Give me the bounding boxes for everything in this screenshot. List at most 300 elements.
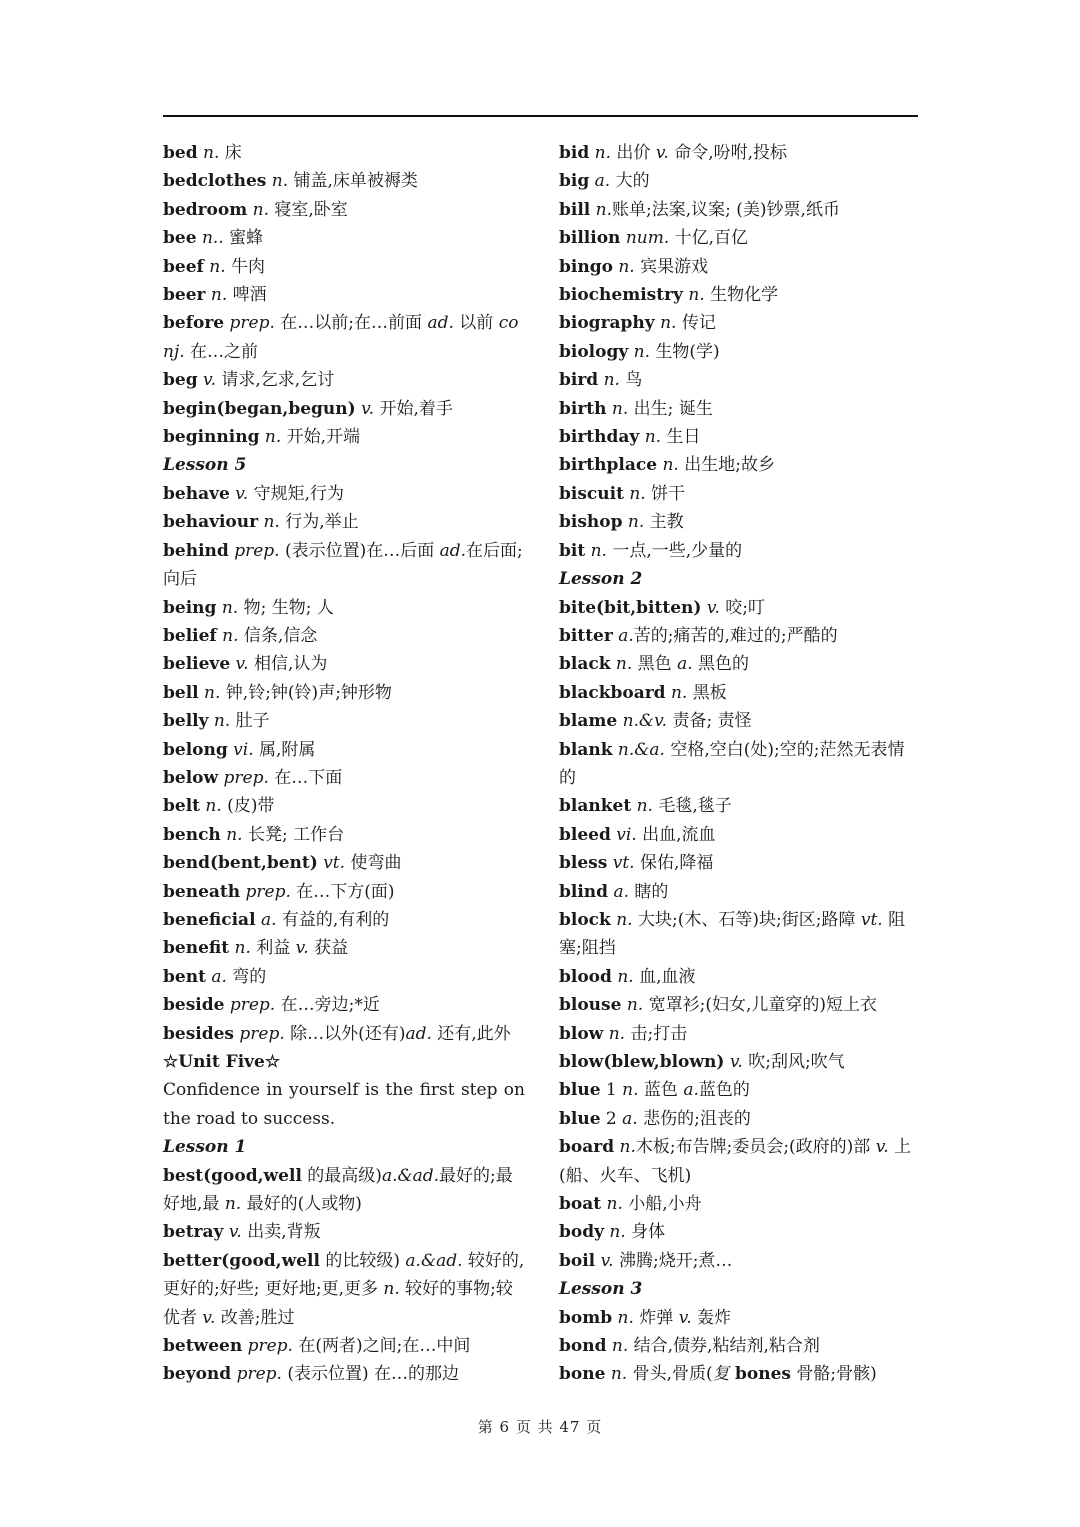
definition-text: 苦的;痛苦的,难过的;严酷的 — [633, 625, 838, 646]
part-of-speech: n. — [611, 398, 629, 419]
definition-text: 出生; 诞生 — [628, 398, 713, 419]
headword: beef — [163, 256, 204, 277]
vocab-entry — [163, 594, 525, 622]
vocab-entry — [559, 594, 921, 622]
definition-text: 轰炸 — [691, 1307, 732, 1328]
definition-text: 生日 — [661, 427, 701, 448]
headword: behave — [163, 483, 230, 504]
vocab-entry — [163, 395, 525, 423]
part-of-speech: n. — [595, 199, 613, 220]
definition-text: 血,血液 — [633, 966, 696, 987]
part-of-speech: n. — [203, 143, 220, 163]
part-of-speech: n. — [209, 256, 226, 277]
headword: biochemistry — [559, 285, 683, 306]
vocab-entry — [559, 622, 921, 650]
headword: bit — [559, 540, 586, 561]
part-of-speech: conj. — [163, 313, 519, 362]
headword: billion — [559, 228, 621, 249]
part-of-speech: prep. — [234, 540, 280, 561]
part-of-speech: n.&v. — [622, 711, 668, 732]
definition-text: 出生地;故乡 — [678, 455, 775, 476]
part-of-speech: num. — [625, 228, 670, 249]
definition-text: (皮)带 — [221, 796, 275, 817]
definition-text: 空格,空白(处);空的;茫然无表情的 — [559, 739, 905, 788]
definition-text: 属,附属 — [253, 739, 316, 760]
vocab-entry — [559, 167, 921, 195]
part-of-speech: ad. — [439, 540, 467, 561]
headword: birthplace — [559, 455, 658, 476]
definition-text: 改善;胜过 — [215, 1307, 295, 1328]
part-of-speech: a. — [211, 966, 227, 987]
unit-motto: Confidence in yourself is the first step on the road to success. — [163, 1080, 525, 1129]
vocab-entry — [163, 707, 525, 735]
part-of-speech: n. — [606, 1194, 623, 1215]
part-of-speech: v. — [235, 483, 249, 504]
definition-text: 瞎的 — [629, 881, 669, 902]
headword: biology — [559, 341, 629, 362]
definition-text: (表示位置)在…后面 — [279, 540, 440, 561]
headword: bedroom — [163, 199, 248, 220]
headword: besides — [163, 1023, 235, 1044]
part-of-speech: n. — [226, 824, 243, 845]
definition-text: 的比较级) — [319, 1250, 406, 1271]
definition-text: 的最高级) — [301, 1165, 382, 1186]
headword: bite(bit,bitten) — [559, 597, 702, 618]
definition-text: 饼干 — [645, 483, 686, 504]
headword: beneficial — [163, 909, 256, 930]
definition-text: 床 — [219, 143, 242, 163]
definition-text: 黑色 — [632, 654, 678, 675]
vocab-entry — [163, 508, 525, 536]
part-of-speech: v. — [361, 398, 375, 419]
headword: belt — [163, 796, 201, 817]
definition-text: 在后面;向后 — [163, 540, 523, 590]
part-of-speech: ad. — [427, 313, 454, 334]
header-rule — [163, 115, 918, 117]
part-of-speech: vt. — [612, 853, 635, 874]
vocab-entry — [163, 537, 525, 594]
headword: between — [163, 1336, 243, 1357]
definition-text: 责备; 责怪 — [667, 711, 752, 732]
part-of-speech: a. — [260, 909, 277, 930]
definition-text: 阻塞;阻挡 — [559, 909, 906, 959]
right-column — [559, 139, 921, 1389]
vocab-entry — [559, 707, 921, 735]
headword: belly — [163, 711, 209, 732]
part-of-speech: n. — [688, 285, 705, 306]
definition-text: 生物(学) — [650, 341, 720, 362]
vocab-entry — [163, 1332, 525, 1360]
headword: block — [559, 909, 611, 930]
vocab-entry — [559, 1020, 921, 1048]
vocab-entry — [163, 679, 525, 707]
vocab-entry — [163, 1020, 525, 1048]
headword: bone — [559, 1364, 606, 1385]
definition-text: 还有,此外 — [431, 1023, 511, 1044]
part-of-speech: n. — [670, 682, 688, 703]
vocab-entry — [163, 1360, 525, 1388]
definition-text: 获益 — [308, 938, 349, 959]
vocab-entry — [559, 1133, 921, 1190]
definition-text: 鸟 — [619, 370, 643, 391]
page-footer: 第 6 页 共 47 页 — [477, 1418, 603, 1436]
headword: bent — [163, 966, 206, 987]
part-of-speech: v. — [600, 1250, 614, 1271]
vocab-entry — [559, 338, 921, 366]
part-of-speech: n. — [234, 938, 251, 959]
definition-text: 保佑,降福 — [634, 853, 714, 874]
vocab-entry — [559, 1247, 921, 1275]
headword: bones — [735, 1364, 792, 1385]
part-of-speech: n. — [662, 455, 679, 476]
definition-text: 咬;叮 — [719, 597, 765, 618]
vocab-entry — [163, 196, 525, 224]
definition-text: 宾果游戏 — [634, 256, 709, 277]
headword: better(good,well — [163, 1250, 320, 1271]
definition-text: 在…之前 — [184, 341, 259, 362]
headword: blue — [559, 1108, 601, 1129]
definition-text: 吹;刮风;吹气 — [742, 1052, 845, 1072]
headword: bleed — [559, 824, 611, 845]
part-of-speech: n. — [629, 483, 646, 504]
part-of-speech: v. — [655, 143, 669, 163]
definition-text: 骨骼;骨骸) — [791, 1364, 877, 1385]
definition-text: 出血,流血 — [636, 824, 716, 845]
vocab-entry — [163, 963, 525, 991]
definition-text: 账单;法案,议案; (美)钞票,纸币 — [612, 199, 840, 220]
vocab-entry — [559, 253, 921, 281]
vocab-entry — [163, 878, 525, 906]
part-of-speech: v. — [203, 370, 216, 391]
part-of-speech: a. — [683, 1080, 699, 1101]
definition-text: 开始,开端 — [281, 427, 361, 448]
definition-text: 在(两者)之间;在…中间 — [292, 1336, 471, 1357]
definition-text: 结合,债券,粘结剂,粘合剂 — [628, 1336, 820, 1357]
vocab-entry — [163, 650, 525, 678]
part-of-speech: n. — [617, 1307, 634, 1328]
definition-text: 击;打击 — [625, 1023, 688, 1044]
headword: bed — [163, 143, 198, 163]
headword: biography — [559, 313, 655, 334]
headword: beer — [163, 285, 206, 306]
definition-text: 炸弹 — [633, 1307, 679, 1328]
headword: bell — [163, 682, 199, 703]
headword: boat — [559, 1194, 602, 1215]
headword: beyond — [163, 1364, 232, 1385]
definition-text: 一点,一些,少量的 — [606, 540, 743, 561]
definition-text: 弯的 — [226, 966, 267, 987]
lesson-heading: Lesson 5 — [163, 455, 247, 476]
headword: black — [559, 654, 611, 675]
vocab-entry — [559, 451, 921, 479]
vocab-entry — [559, 679, 921, 707]
vocab-entry — [559, 1076, 921, 1104]
definition-text: 相信,认为 — [248, 654, 328, 675]
headword: believe — [163, 654, 231, 675]
part-of-speech: vi. — [616, 824, 637, 845]
part-of-speech: n. — [594, 143, 611, 163]
headword: blow(blew,blown) — [559, 1052, 725, 1072]
definition-text: 使弯曲 — [345, 853, 402, 874]
part-of-speech: n. — [626, 995, 644, 1016]
part-of-speech: n. — [590, 540, 607, 561]
definition-text: 2 — [600, 1108, 623, 1129]
part-of-speech: n. — [644, 427, 662, 448]
vocab-entry — [559, 395, 921, 423]
vocab-entry — [163, 423, 525, 451]
definition-text: 行为,举止 — [279, 512, 359, 533]
part-of-speech: n.. — [201, 228, 224, 249]
part-of-speech: vt. — [323, 853, 346, 874]
part-of-speech: prep. — [239, 1023, 285, 1044]
definition-text: (表示位置) 在…的那边 — [281, 1364, 460, 1385]
part-of-speech: n. — [615, 654, 633, 675]
part-of-speech: n. — [633, 341, 651, 362]
vocab-entry — [559, 1332, 921, 1360]
headword: birth — [559, 398, 607, 419]
headword: bench — [163, 824, 221, 845]
part-of-speech: n. — [271, 171, 289, 192]
vocab-entry — [163, 167, 525, 195]
part-of-speech: n. — [221, 597, 239, 618]
vocab-entry — [559, 821, 921, 849]
definition-text: 小船,小舟 — [622, 1194, 702, 1215]
definition-text: 较好的事物;较优者 — [163, 1279, 513, 1328]
part-of-speech: n. — [636, 796, 653, 817]
definition-text: 蓝色的 — [698, 1080, 750, 1101]
part-of-speech: prep. — [245, 881, 291, 902]
part-of-speech: prep. — [229, 995, 276, 1016]
part-of-speech: n. — [618, 256, 635, 277]
vocab-entry — [559, 792, 921, 820]
headword: beside — [163, 995, 225, 1016]
part-of-speech: n. — [252, 199, 269, 220]
vocab-entry — [559, 224, 921, 252]
headword: blue — [559, 1080, 601, 1101]
definition-text: 出卖,背叛 — [241, 1222, 321, 1243]
definition-text: 在…下面 — [268, 767, 343, 788]
vocab-entry — [163, 906, 525, 934]
definition-text: 铺盖,床单被褥类 — [288, 171, 418, 192]
definition-text: 生物化学 — [704, 285, 779, 306]
vocab-entry — [163, 849, 525, 877]
vocab-entry — [163, 821, 525, 849]
definition-text: 请求,乞求,乞讨 — [216, 370, 335, 391]
definition-text: 利益 — [250, 938, 296, 959]
part-of-speech: n. — [205, 796, 222, 817]
headword: bird — [559, 370, 599, 391]
part-of-speech: a. — [677, 654, 693, 675]
headword: board — [559, 1137, 615, 1158]
vocab-entry — [559, 423, 921, 451]
definition-text: 黑板 — [687, 682, 727, 703]
vocab-entry — [559, 1304, 921, 1332]
part-of-speech: v. — [678, 1307, 692, 1328]
definition-text: 大的 — [610, 171, 650, 192]
headword: bishop — [559, 512, 623, 533]
part-of-speech: a. — [594, 171, 611, 192]
definition-text: 传记 — [676, 313, 716, 334]
part-of-speech: v. — [228, 1222, 242, 1243]
headword: blame — [559, 711, 618, 732]
definition-text: 主教 — [644, 512, 684, 533]
part-of-speech: n. — [622, 1080, 639, 1101]
part-of-speech: v. — [202, 1307, 216, 1328]
vocab-entry — [163, 792, 525, 820]
part-of-speech: a.&ad. — [381, 1165, 440, 1186]
definition-text: 开始,着手 — [374, 398, 453, 419]
headword: begin(began,begun) — [163, 398, 356, 419]
part-of-speech: n. — [224, 1194, 242, 1215]
part-of-speech: n. — [263, 512, 280, 533]
definition-text: 有益的,有利的 — [276, 909, 390, 930]
definition-text: 长凳; 工作台 — [242, 824, 345, 845]
part-of-speech: n. — [608, 1023, 626, 1044]
vocab-entry — [163, 253, 525, 281]
definition-text: 蜜蜂 — [223, 228, 264, 249]
part-of-speech: n. — [660, 313, 677, 334]
definition-text: 沸腾;烧开;煮… — [613, 1250, 733, 1271]
headword: betray — [163, 1222, 224, 1243]
part-of-speech: n. — [611, 1336, 629, 1357]
part-of-speech: v. — [875, 1137, 889, 1158]
definition-text: 大块;(木、石等)块;街区;路障 — [632, 909, 861, 930]
left-column — [163, 139, 525, 1389]
vocab-entry — [163, 139, 525, 167]
headword: bond — [559, 1336, 607, 1357]
vocab-entry — [163, 1162, 525, 1219]
headword: belong — [163, 739, 228, 760]
vocab-entry — [559, 963, 921, 991]
headword: bless — [559, 853, 608, 874]
part-of-speech: n. — [609, 1222, 626, 1243]
definition-text: 上(船、火车、飞机) — [559, 1137, 912, 1186]
definition-text: 宽罩衫;(妇女,儿童穿的)短上衣 — [643, 995, 878, 1016]
definition-text: 物; 生物; 人 — [238, 597, 334, 618]
part-of-speech: n. — [264, 427, 282, 448]
definition-text: 出价 — [611, 143, 656, 163]
part-of-speech: prep. — [247, 1336, 293, 1357]
vocab-entry — [163, 480, 525, 508]
headword: being — [163, 597, 217, 618]
definition-text: 在…下方(面) — [290, 881, 395, 902]
headword: bedclothes — [163, 171, 267, 192]
part-of-speech: n. — [610, 1364, 628, 1385]
vocab-entry — [559, 537, 921, 565]
headword: below — [163, 767, 219, 788]
definition-text: 除…以外(还有) — [284, 1023, 406, 1044]
vocab-entry — [163, 736, 525, 764]
definition-text: 悲伤的;沮丧的 — [637, 1108, 751, 1129]
definition-text: 钟,铃;钟(铃)声;钟形物 — [220, 682, 392, 703]
vocab-entry — [559, 366, 921, 394]
headword: bitter — [559, 625, 613, 646]
part-of-speech: n. — [210, 285, 228, 306]
headword: bee — [163, 228, 197, 249]
part-of-speech: prep. — [229, 313, 275, 334]
definition-text: 最好的;最好地,最 — [163, 1165, 513, 1215]
vocab-entry — [559, 650, 921, 678]
definition-text: 黑色的 — [692, 654, 750, 675]
vocab-entry — [163, 622, 525, 650]
vocab-entry — [559, 906, 921, 963]
vocab-entry — [559, 309, 921, 337]
headword: behind — [163, 540, 229, 561]
headword: blouse — [559, 995, 622, 1016]
part-of-speech: n. — [603, 370, 620, 391]
headword: blind — [559, 881, 609, 902]
vocab-entry — [163, 934, 525, 962]
vocab-entry — [163, 281, 525, 309]
part-of-speech: n. — [627, 512, 645, 533]
vocab-entry — [559, 508, 921, 536]
part-of-speech: n. — [213, 711, 231, 732]
unit-heading: ☆Unit Five☆ — [163, 1052, 281, 1072]
definition-text: 蓝色 — [638, 1080, 684, 1101]
headword: beneath — [163, 881, 241, 902]
definition-text: 1 — [600, 1080, 623, 1101]
headword: benefit — [163, 938, 230, 959]
vocab-entry — [559, 878, 921, 906]
definition-text: 肚子 — [230, 711, 270, 732]
headword: bid — [559, 143, 590, 163]
definition-text: 牛肉 — [225, 256, 266, 277]
definition-text: 最好的(人或物) — [241, 1194, 362, 1215]
definition-text: 较好的,更好的;好些; 更好地;更,更多 — [163, 1250, 525, 1300]
vocab-entry — [163, 1218, 525, 1246]
vocab-entry — [163, 1247, 525, 1332]
headword: bingo — [559, 256, 613, 277]
definition-text: 在…旁边;*近 — [275, 995, 380, 1016]
vocab-entry — [559, 480, 921, 508]
part-of-speech: prep. — [223, 767, 269, 788]
definition-text: 骨头,骨质( — [627, 1364, 713, 1385]
headword: behaviour — [163, 512, 259, 533]
part-of-speech: v. — [295, 938, 309, 959]
headword: bill — [559, 199, 591, 220]
headword: before — [163, 313, 225, 334]
vocab-entry — [559, 849, 921, 877]
headword: best(good,well — [163, 1165, 302, 1186]
part-of-speech: ad. — [405, 1023, 432, 1044]
vocab-entry — [163, 366, 525, 394]
vocab-entry — [163, 309, 525, 366]
part-of-speech: n. — [222, 625, 239, 646]
headword: blanket — [559, 796, 632, 817]
definition-text: 以前 — [453, 313, 499, 334]
headword: belief — [163, 625, 217, 646]
headword: blood — [559, 966, 612, 987]
definition-text: 在…以前;在…前面 — [274, 313, 428, 334]
vocab-entry — [163, 224, 525, 252]
definition-text: 十亿,百亿 — [669, 228, 749, 249]
vocab-entry — [559, 1218, 921, 1246]
part-of-speech: 复 — [712, 1364, 730, 1385]
definition-text: 木板;布告牌;委员会;(政府的)部 — [635, 1137, 876, 1158]
headword: beginning — [163, 427, 260, 448]
part-of-speech: a. — [613, 881, 630, 902]
vocab-entry — [559, 281, 921, 309]
headword: boil — [559, 1250, 596, 1271]
definition-text: 守规矩,行为 — [248, 483, 344, 504]
headword: beg — [163, 370, 198, 391]
lesson-heading: Lesson 2 — [559, 569, 643, 590]
vocab-entry — [559, 736, 921, 793]
part-of-speech: n. — [616, 909, 633, 930]
definition-text: 身体 — [625, 1222, 666, 1243]
headword: bend(bent,bent) — [163, 853, 318, 874]
headword: blow — [559, 1023, 604, 1044]
